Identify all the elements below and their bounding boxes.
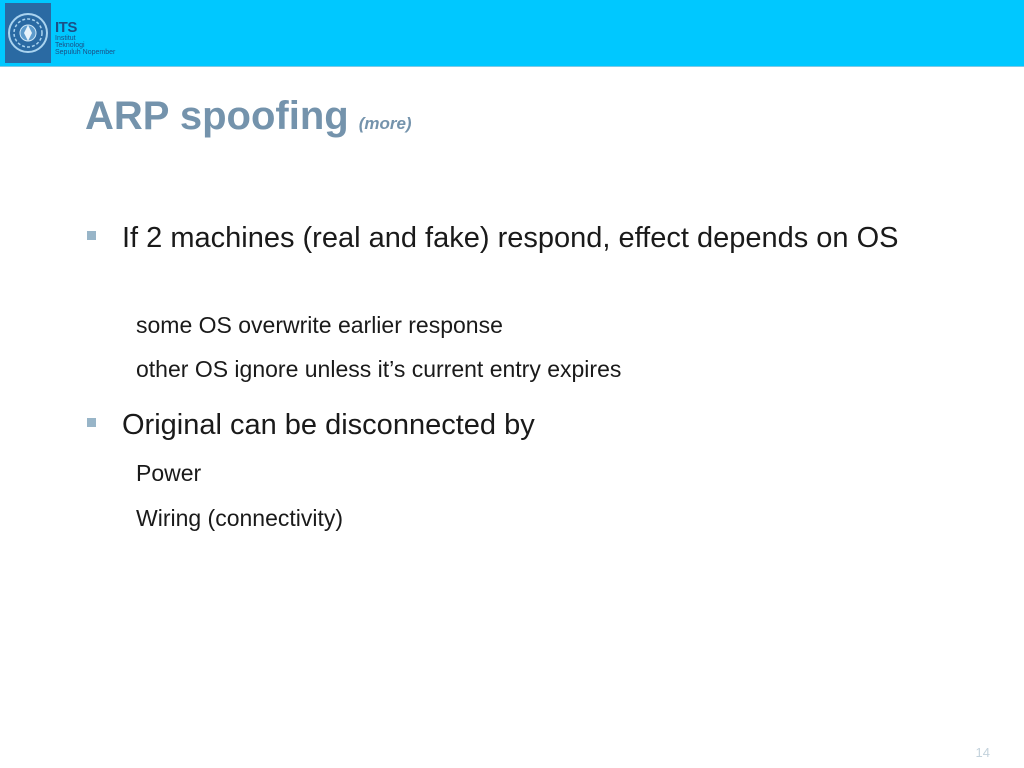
bullet-item-1 (87, 220, 947, 257)
logo-line-1: Institut (55, 35, 76, 42)
square-bullet-icon (87, 231, 96, 240)
logo-acronym: ITS (55, 19, 77, 36)
logo-line-3: Sepuluh Nopember (55, 49, 116, 56)
square-bullet-icon (87, 418, 96, 427)
slide-title-suffix: (more) (358, 114, 412, 133)
sub-item-2-1: Power (136, 460, 202, 486)
slide-title-main: ARP spoofing (85, 94, 349, 138)
sub-item-1-1: some OS overwrite earlier response (136, 312, 503, 338)
sub-item-2-2: Wiring (connectivity) (136, 505, 344, 531)
logo-line-2: Teknologi (55, 42, 85, 49)
slide-number: 14 (975, 745, 990, 760)
bullet-text-2: Original can be disconnected by (122, 409, 535, 441)
bullet-text-1: If 2 machines (real and fake) respond, effect depends on OS (122, 222, 899, 254)
slide-title (85, 92, 412, 140)
its-emblem-icon (5, 3, 51, 63)
bullet-item-2 (87, 407, 947, 444)
institution-logo-text (55, 20, 115, 56)
sub-item-1-2: other OS ignore unless it’s current entry expires (136, 356, 622, 382)
header-band (0, 0, 1024, 67)
